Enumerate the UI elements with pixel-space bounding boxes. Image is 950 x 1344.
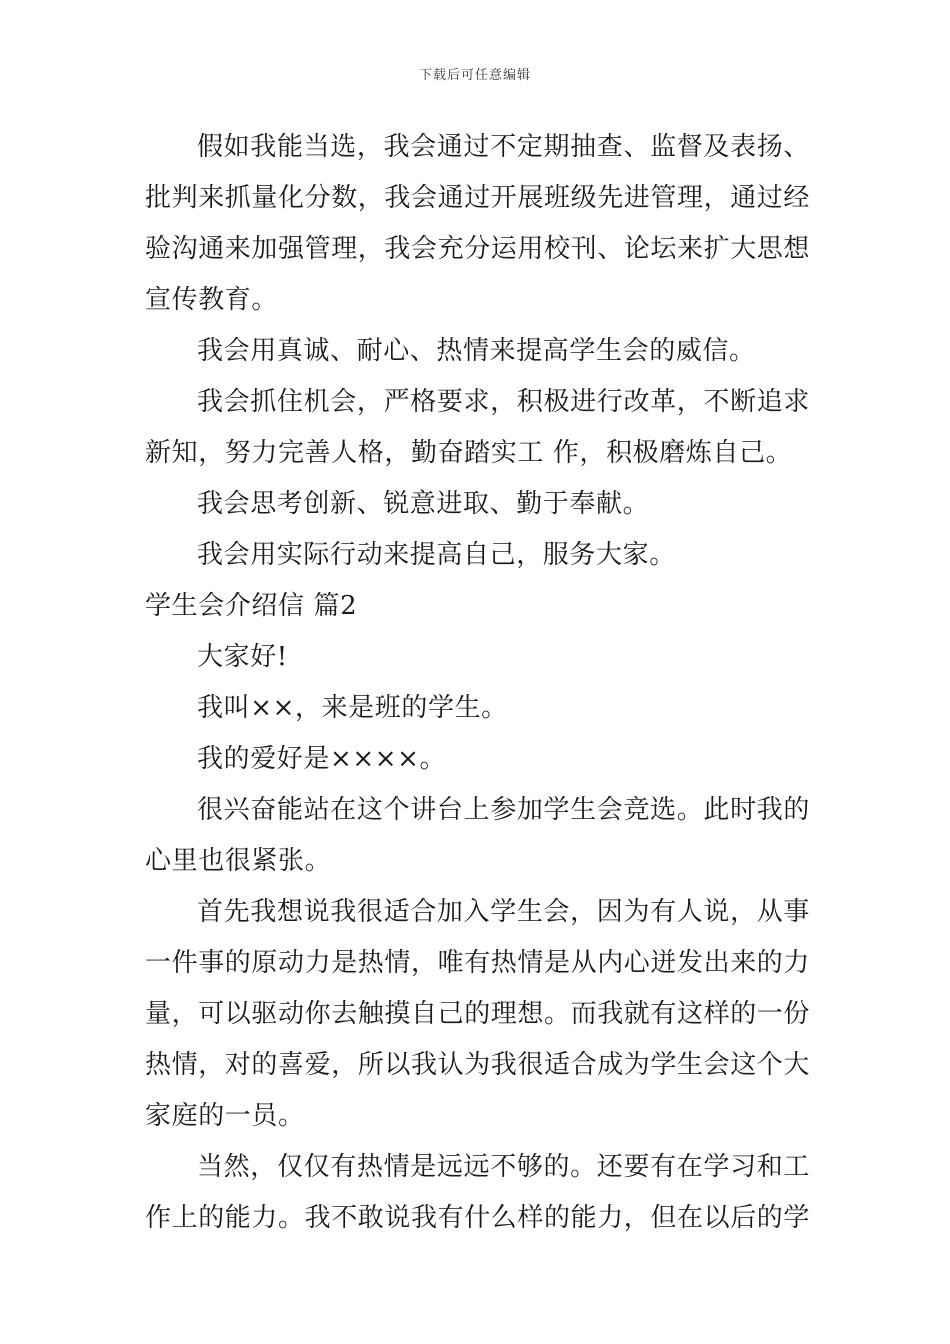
paragraph: 我的爱好是××××。 bbox=[197, 744, 447, 774]
section-heading: 学生会介绍信 篇2 bbox=[145, 591, 358, 621]
paragraph: 假如我能当选，我会通过不定期抽查、监督及表扬、批判来抓量化分数，我会通过开展班级先进管理，通过经验沟通来加强管理，我会充分运用校刊、论坛来扩大思想宣传教育。 bbox=[145, 132, 811, 315]
paragraph: 我会用实际行动来提高自己，服务大家。 bbox=[197, 540, 676, 570]
paragraph: 我会抓住机会，严格要求，积极进行改革，不断追求新知，努力完善人格，勤奋踏实工 作，积极磨炼自己。 bbox=[145, 387, 810, 468]
paragraph: 很兴奋能站在这个讲台上参加学生会竞选。此时我的心里也很紧张。 bbox=[145, 795, 810, 876]
paragraph: 首先我想说我很适合加入学生会，因为有人说，从事一件事的原动力是热情，唯有热情是从内心迸发出来的力量，可以驱动你去触摸自己的理想。而我就有这样的一份热情，对的喜爱，所以我认为我很适合成为学生会这个大家庭的一员。 bbox=[145, 897, 811, 1131]
paragraph: 我会用真诚、耐心、热情来提高学生会的威信。 bbox=[197, 336, 756, 366]
page-header-note: 下载后可任意编辑 bbox=[418, 68, 531, 83]
paragraph: 我叫××，来是班的学生。 bbox=[197, 693, 508, 723]
paragraph: 当然，仅仅有热情是远远不够的。还要有在学习和工作上的能力。我不敢说我有什么样的能力，但在以后的学 bbox=[145, 1152, 811, 1233]
paragraph: 大家好! bbox=[197, 642, 288, 672]
document-body bbox=[145, 122, 810, 1244]
paragraph: 我会思考创新、锐意进取、勤于奉献。 bbox=[197, 489, 650, 519]
